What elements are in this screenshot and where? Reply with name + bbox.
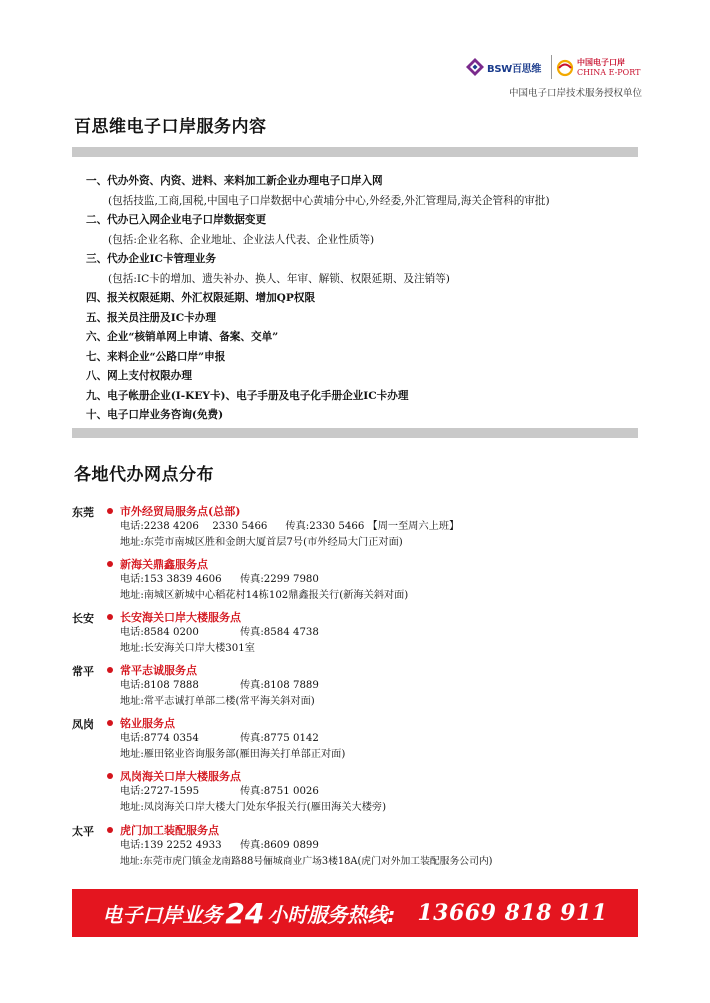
region-label-changping: 常平 — [72, 665, 94, 678]
outlet-fax: 传真:8751 0026 — [240, 786, 319, 797]
hotline-banner — [72, 889, 638, 937]
outlet-phone: 电话:8774 0354 — [120, 733, 199, 744]
eport-logo-icon — [556, 59, 574, 77]
outlet-block — [107, 662, 319, 709]
bsw-logo — [466, 56, 548, 78]
service-item-detail: (包括:企业名称、企业地址、企业法人代表、企业性质等) — [108, 233, 375, 246]
hotline-phone: 13669 818 911 — [417, 900, 608, 926]
outlet-block — [107, 609, 319, 656]
outlet-phone: 电话:139 2252 4933 — [120, 840, 222, 851]
bullet-icon — [107, 561, 113, 567]
service-item: 三、代办企业IC卡管理业务 — [86, 253, 216, 265]
hotline-hours: 24 — [225, 896, 265, 930]
outlet-phone: 电话:8584 0200 — [120, 627, 199, 638]
outlet-fax: 传真:2299 7980 — [240, 574, 319, 585]
outlet-address: 地址:长安海关口岸大楼301室 — [120, 642, 255, 654]
service-item: 十、电子口岸业务咨询(免费) — [86, 409, 224, 421]
services-bottom-bar — [72, 428, 638, 438]
authorized-unit-text: 中国电子口岸技术服务授权单位 — [508, 88, 642, 99]
service-item-detail: (包括:IC卡的增加、遗失补办、换人、年审、解锁、权限延期、及注销等) — [108, 272, 450, 285]
outlet-block — [107, 556, 408, 603]
logo-divider — [551, 55, 552, 79]
outlet-name: 市外经贸局服务点(总部) — [120, 505, 241, 518]
service-item: 九、电子帐册企业(I-KEY卡)、电子手册及电子化手册企业IC卡办理 — [86, 389, 409, 402]
outlet-fax: 传真:8775 0142 — [240, 733, 319, 744]
region-label-changan: 长安 — [72, 612, 94, 625]
service-item: 六、企业“核销单网上申请、备案、交单” — [86, 331, 279, 343]
outlet-address: 地址:雁田铭业咨询服务部(雁田海关打单部正对面) — [120, 748, 346, 760]
outlet-address: 地址:常平志诚打单部二楼(常平海关斜对面) — [120, 695, 315, 707]
region-label-taiping: 太平 — [72, 825, 94, 838]
outlet-fax: 传真:8108 7889 — [240, 680, 319, 691]
bsw-logo-icon — [466, 58, 484, 76]
services-title-bar — [72, 147, 638, 157]
outlet-block — [107, 715, 345, 762]
bullet-icon — [107, 614, 113, 620]
outlet-name: 常平志诚服务点 — [120, 664, 197, 677]
region-label-dongguan: 东莞 — [72, 506, 94, 519]
outlet-name: 新海关鼎鑫服务点 — [120, 558, 208, 571]
service-item: 四、报关权限延期、外汇权限延期、增加QP权限 — [86, 292, 316, 304]
bullet-icon — [107, 827, 113, 833]
service-item: 二、代办已入网企业电子口岸数据变更 — [86, 214, 267, 226]
outlet-name: 铭业服务点 — [120, 717, 175, 730]
bullet-icon — [107, 508, 113, 514]
outlet-block — [107, 503, 459, 550]
outlet-fax: 传真:8609 0899 — [240, 840, 319, 851]
bullet-icon — [107, 667, 113, 673]
eport-logo-en: CHINA E-PORT — [577, 68, 641, 77]
eport-logo-cn: 中国电子口岸 — [577, 58, 625, 67]
outlet-address: 地址:东莞市南城区胜和金朗大厦首层7号(市外经局大门正对面) — [120, 536, 403, 548]
outlet-name: 凤岗海关口岸大楼服务点 — [120, 770, 241, 783]
outlet-block — [107, 822, 492, 869]
hotline-suffix: 小时服务热线: — [267, 902, 396, 927]
bsw-logo-text: BSW百思维 — [487, 63, 542, 75]
service-item: 五、报关员注册及IC卡办理 — [86, 311, 216, 324]
outlets-title: 各地代办网点分布 — [74, 465, 214, 485]
bullet-icon — [107, 720, 113, 726]
service-item: 一、代办外资、内资、进料、来料加工新企业办理电子口岸入网 — [86, 175, 383, 187]
outlet-phone: 电话:2727-1595 — [120, 786, 200, 797]
service-item: 八、网上支付权限办理 — [86, 370, 192, 382]
outlet-block — [107, 768, 386, 815]
china-eport-logo — [556, 56, 646, 80]
outlet-name: 虎门加工装配服务点 — [120, 824, 219, 837]
outlet-fax: 传真:8584 4738 — [240, 627, 319, 638]
service-item-detail: (包括技监,工商,国税,中国电子口岸数据中心黄埔分中心,外经委,外汇管理局,海关企管科的审批) — [108, 194, 550, 207]
outlet-phone: 电话:153 3839 4606 — [120, 574, 222, 585]
services-list — [86, 172, 646, 426]
outlet-phone: 电话:2238 4206 2330 5466 — [120, 521, 268, 532]
outlet-name: 长安海关口岸大楼服务点 — [120, 611, 241, 624]
service-item: 七、来料企业“公路口岸”申报 — [86, 350, 226, 363]
outlet-address: 地址:东莞市虎门镇金龙南路88号俪城商业广场3楼18A(虎门对外加工装配服务公司内) — [120, 855, 493, 867]
outlet-fax: 传真:2330 5466 【周一至周六上班】 — [285, 521, 460, 532]
outlet-phone: 电话:8108 7888 — [120, 680, 199, 691]
outlet-address: 地址:南城区新城中心稻花村14栋102鼎鑫报关行(新海关斜对面) — [120, 589, 409, 601]
services-title: 百思维电子口岸服务内容 — [74, 117, 267, 137]
hotline-prefix: 电子口岸业务 — [102, 902, 223, 927]
outlet-address: 地址:凤岗海关口岸大楼大门处东华报关行(雁田海关大楼旁) — [120, 801, 387, 813]
bullet-icon — [107, 773, 113, 779]
region-label-fenggang: 凤岗 — [72, 718, 94, 731]
